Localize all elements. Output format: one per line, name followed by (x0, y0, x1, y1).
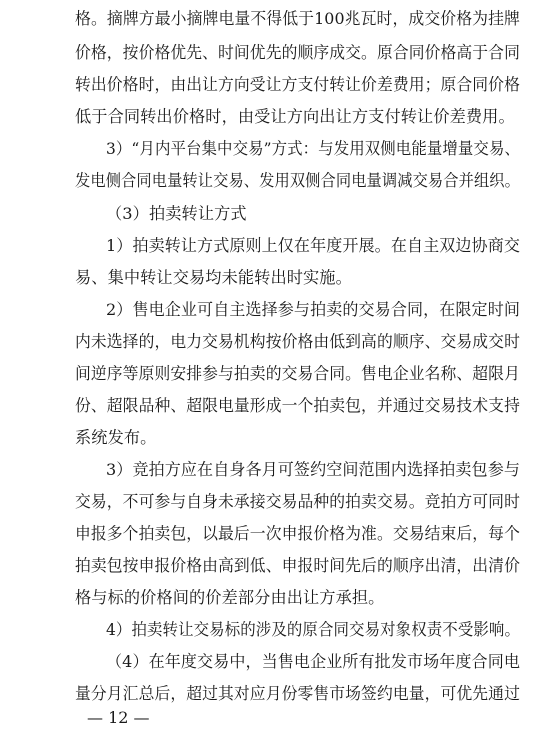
page-number: — 12 — (87, 708, 150, 727)
document-page: 格。摘牌方最小摘牌电量不得低于100兆瓦时，成交价格为挂牌 价格，按价格优先、时间优先的顺序成交。原合同价格高于合同 转出价格时，由出让方向受让方支付转让价差费用；原合同价格 低于合同转出价格时，由受让方向出让方支付转让价差费用。 3）“月内平台集中交易”方式：与发用双侧电能量增量交易、 发电侧合同电量转让交易、发用双侧合同电量调减交易合并组织。 （3）拍卖转让方式 1）拍卖转让方式原则上仅在年度开展。在自主双边协商交 易、集中转让交易均未能转出时实施。 2）售电企业可自主选择参与拍卖的交易合同，在限定时间 内未选择的，电力交易机构按价格由低到高的顺序、交易成交时 间逆序等原则安排参与拍卖的交易合同。售电企业名称、超限月 份、超限品种、超限电量形成一个拍卖包，并通过交易技术支持 系统发布。 3）竞拍方应在自身各月可签约空间范围内选择拍卖包参与 交易，不可参与自身未承接交易品种的拍卖交易。竞拍方可同时 申报多个拍卖包，以最后一次申报价格为准。交易结束后，每个 拍卖包按申报价格由高到低、申报时间先后的顺序出清，出清价 格与标的价格间的价差部分由出让方承担。 4）拍卖转让交易标的涉及的原合同交易对象权责不受影响。 （4）在年度交易中，当售电企业所有批发市场年度合同电 量分月汇总后，超过其对应月份零售市场签约电量，可优先通过 — 12 — (75, 9, 521, 727)
